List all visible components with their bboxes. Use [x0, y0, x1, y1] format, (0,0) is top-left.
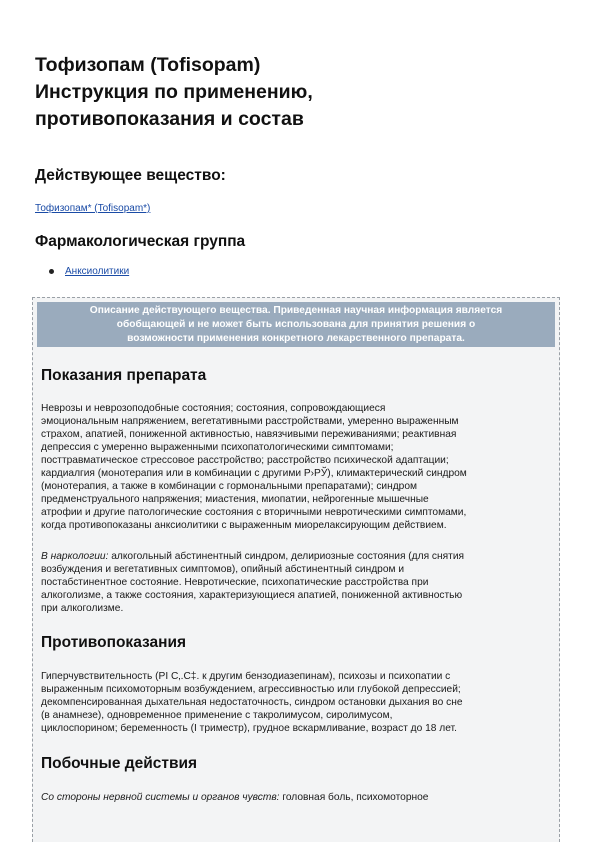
text-line: алкоголизме, а также состояния, характеризующиеся апатией, пониженной активностью [41, 590, 463, 601]
pharm-group-list [35, 266, 129, 277]
contraindications-paragraph [41, 670, 559, 735]
contraindications-heading: Противопоказания [41, 634, 187, 651]
side-effects-heading: Побочные действия [41, 755, 198, 772]
title-line-1: Тофизопам (Tofisopam) [35, 54, 261, 76]
info-notice [37, 302, 555, 347]
side-effects-label: Со стороны нервной системы и органов чувств: [41, 792, 280, 803]
text-line: выраженным психомоторным возбуждением, агрессивностью или глубокой депрессией; [41, 684, 461, 695]
text-line: кардиалгия (монотерапия или в комбинации с другими Р›РЎ), климактерический синдром [41, 468, 467, 479]
text-line [41, 791, 559, 804]
text-line: страхом, апатией, пониженной активностью, навязчивыми переживаниями; реактивная [41, 429, 457, 440]
active-substance-heading: Действующее вещество: [35, 167, 226, 184]
indications-heading: Показания препарата [41, 367, 207, 384]
notice-line: обобщающей и не может быть использована для принятия решения о [116, 319, 476, 330]
title-line-3: противопоказания и состав [35, 108, 304, 130]
text-line: Неврозы и неврозоподобные состояния; состояния, сопровождающиеся [41, 403, 386, 414]
narcology-paragraph [41, 550, 559, 615]
text-line: Гиперчувствительность (РІ С‚.С‡. к другим бензодиазепинам), психозы и психопатии с [41, 671, 451, 682]
text-line: декомпенсированная дыхательная недостаточность, синдром остановки дыхания во сне [41, 697, 463, 708]
side-effects-text: головная боль, психомоторное [279, 792, 429, 803]
text-line: при алкоголизме. [41, 603, 124, 614]
pharm-group-link[interactable]: Анксиолитики [65, 266, 130, 277]
active-substance-link[interactable]: Тофизопам* (Tofisopam*) [35, 203, 151, 214]
notice-line: Описание действующего вещества. Приведенная научная информация является [89, 305, 503, 316]
bullet-icon [49, 269, 54, 274]
text-line: (в анамнезе), одновременное применение с такролимусом, сиролимусом, [41, 710, 393, 721]
pharm-group-heading: Фармакологическая группа [35, 233, 246, 250]
text-line: возбуждения и вегетативных симптомов), опийный абстинентный синдром и [41, 564, 405, 575]
narcology-text: алкогольный абстинентный синдром, делириозные состояния (для снятия [108, 551, 465, 562]
list-item [35, 266, 129, 277]
title-line-2: Инструкция по применению, [35, 81, 313, 103]
indications-paragraph [41, 402, 559, 532]
narcology-label: В наркологии: [41, 551, 109, 562]
page-title [35, 52, 555, 133]
text-line: когда противопоказаны анксиолитики с выраженным миорелаксирующим действием. [41, 520, 447, 531]
text-line: атрофии и другие патологические состояния с вторичными невротическими симптомами, [41, 507, 467, 518]
text-line [41, 550, 559, 563]
text-line: постабстинентное состояние. Невротические, психопатические расстройства при [41, 577, 429, 588]
text-line: посттравматическое стрессовое расстройство; расстройство психической адаптации; [41, 455, 449, 466]
side-effects-paragraph [41, 791, 559, 804]
text-line: депрессия с умеренно выраженными психопатологическими симптомами; [41, 442, 394, 453]
notice-line: возможности применения конкретного лекарственного препарата. [127, 333, 465, 344]
substance-info-box [32, 297, 560, 842]
text-line: предменструального напряжения; миастения, миопатии, нейрогенные мышечные [41, 494, 429, 505]
text-line: циклоспорином; беременность (I триместр), грудное вскармливание, возраст до 18 лет. [41, 723, 457, 734]
text-line: эмоциональным напряжением, вегетативными расстройствами, умеренно выраженным [41, 416, 459, 427]
text-line: (монотерапия, а также в комбинации с гормональными препаратами); синдром [41, 481, 418, 492]
